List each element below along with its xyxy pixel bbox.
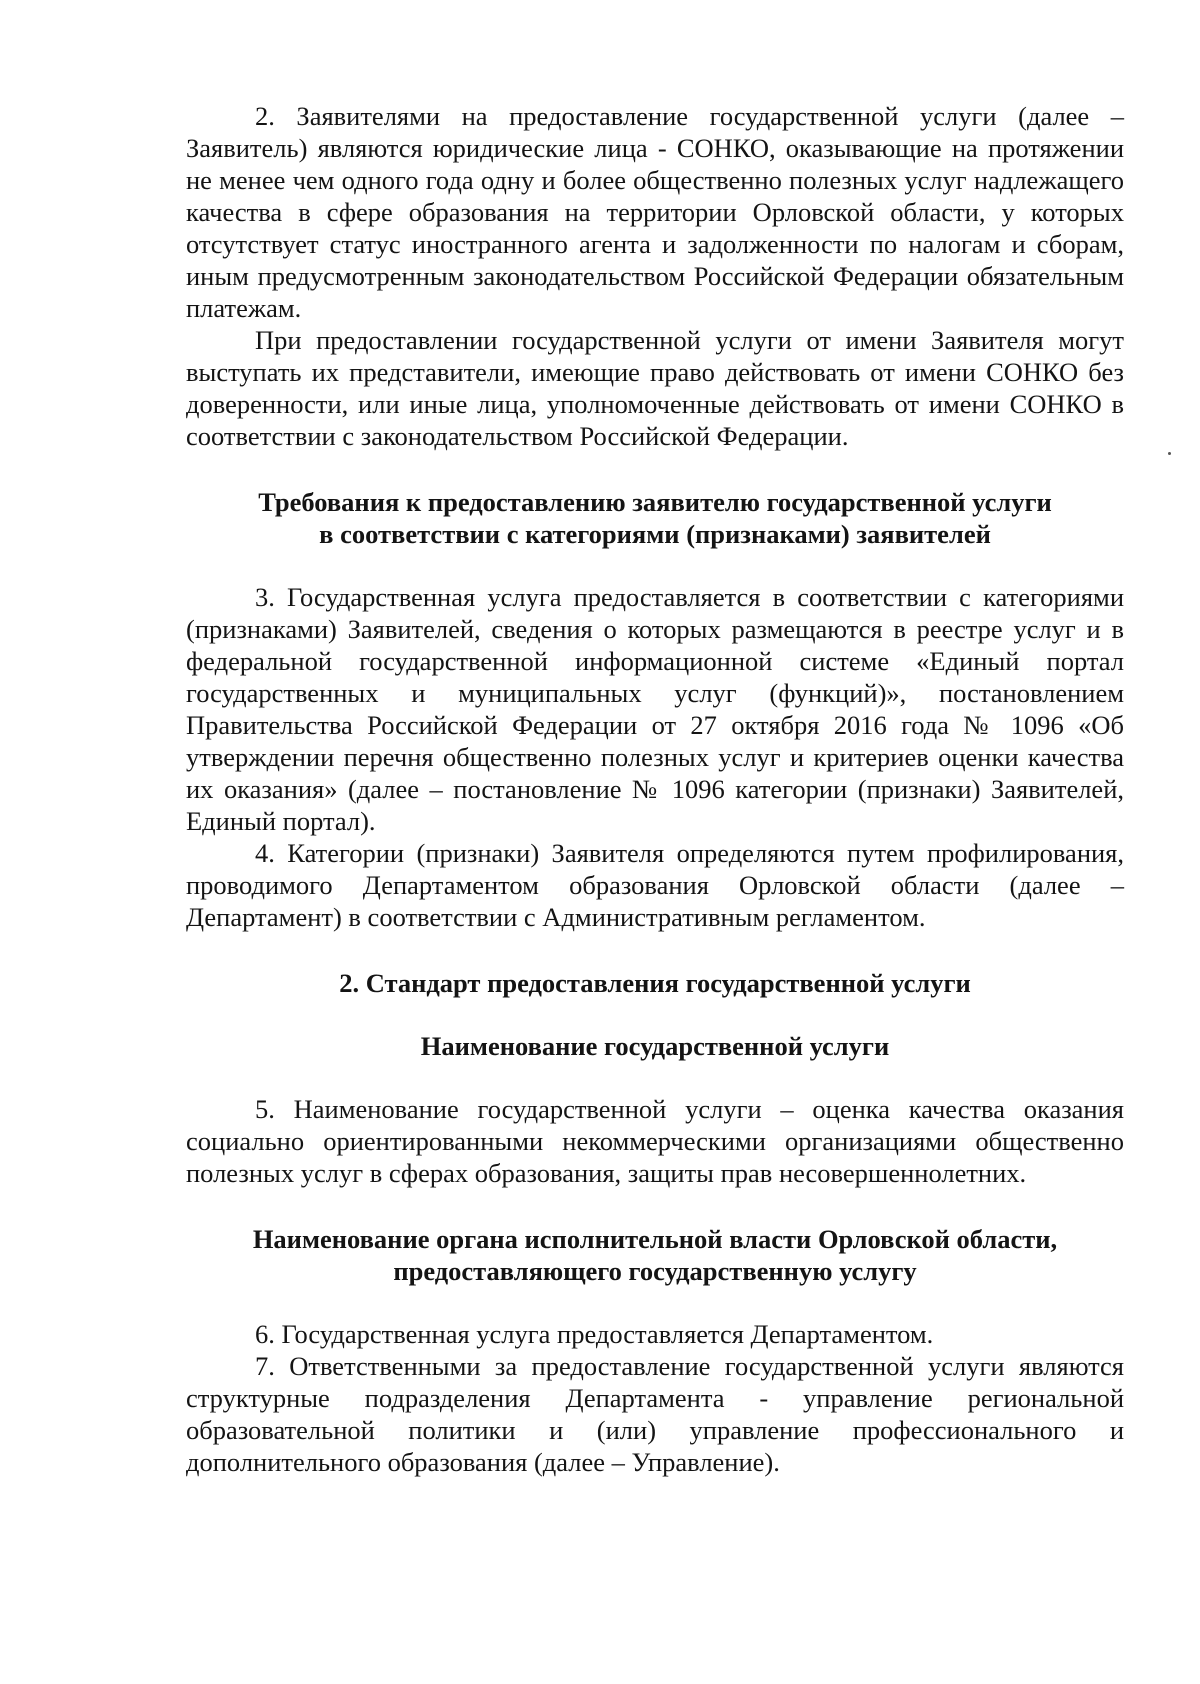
heading-requirements-line2: в соответствии с категориями (признаками) заявителей bbox=[319, 519, 991, 549]
section-heading-standard: 2. Стандарт предоставления государственной услуги bbox=[339, 968, 971, 998]
heading-service-name: Наименование государственной услуги bbox=[420, 1031, 890, 1061]
heading-requirements bbox=[186, 486, 1124, 550]
paragraph-7-responsible: 7. Ответственными за предоставление государственной услуги являются структурные подразделения Департамента - управление региональной образовательной политики и (или) управление профессионального и дополнительного образования (далее – Управление). bbox=[186, 1351, 1124, 1477]
paragraph-5-service-name: 5. Наименование государственной услуги – оценка качества оказания социально ориентированными некоммерческими организациями общественно полезных услуг в сферах образования, защиты прав несовершеннолетних. bbox=[186, 1094, 1124, 1188]
scan-speck bbox=[1168, 452, 1171, 455]
paragraph-representatives: При предоставлении государственной услуги от имени Заявителя могут выступать их представители, имеющие право действовать от имени СОНКО без доверенности, или иные лица, уполномоченные действовать от имени СОНКО в соответствии с законодательством Российской Федерации. bbox=[186, 325, 1124, 451]
heading-requirements-line1: Требования к предоставлению заявителю государственной услуги bbox=[258, 487, 1052, 517]
paragraph-2-applicants: 2. Заявителями на предоставление государственной услуги (далее – Заявитель) являются юридические лица - СОНКО, оказывающие на протяжении не менее чем одного года одну и более общественно полезных услуг надлежащего качества в сфере образования на территории Орловской области, у которых отсутствует статус иностранного агента и задолженности по налогам и сборам, иным предусмотренным законодательством Российской Федерации обязательным платежам. bbox=[186, 101, 1124, 323]
paragraph-4-profiling: 4. Категории (признаки) Заявителя определяются путем профилирования, проводимого Департаментом образования Орловской области (далее – Департамент) в соответствии с Административным регламентом. bbox=[186, 838, 1124, 932]
paragraph-6-department: 6. Государственная услуга предоставляется Департаментом. bbox=[255, 1319, 934, 1349]
document-body bbox=[186, 100, 1124, 1478]
paragraph-3-categories: 3. Государственная услуга предоставляется в соответствии с категориями (признаками) Заявителей, сведения о которых размещаются в реестре услуг и в федеральной государственной информационной системе «Единый портал государственных и муниципальных услуг (функций)», постановлением Правительства Российской Федерации от 27 октября 2016 года № 1096 «Об утверждении перечня общественно полезных услуг и критериев оценки качества их оказания» (далее – постановление № 1096 категории (признаки) Заявителей, Единый портал). bbox=[186, 582, 1124, 836]
heading-authority-line2: предоставляющего государственную услугу bbox=[393, 1256, 917, 1286]
heading-authority bbox=[186, 1223, 1124, 1287]
heading-authority-line1: Наименование органа исполнительной власти Орловской области, bbox=[252, 1224, 1058, 1254]
